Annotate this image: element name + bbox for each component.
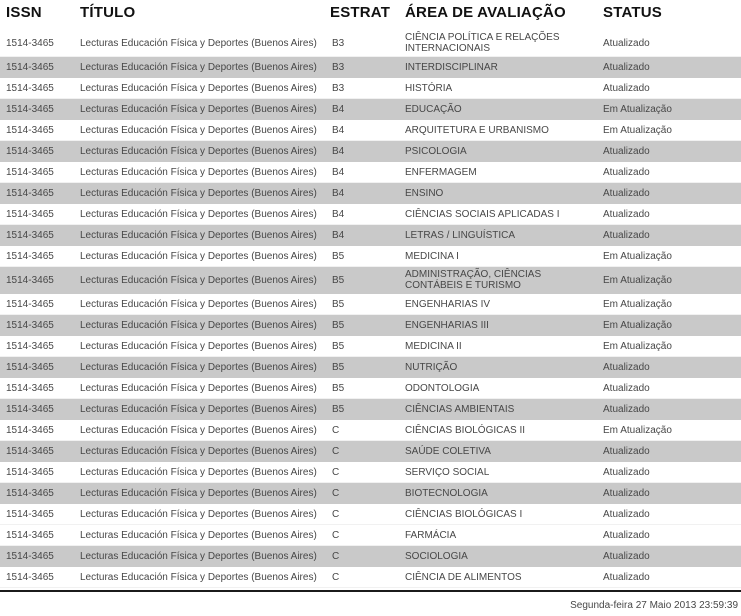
cell-estrato: B3	[332, 82, 345, 94]
cell-status: Atualizado	[603, 37, 650, 49]
cell-titulo: Lecturas Educación Física y Deportes (Buenos Aires)	[80, 166, 317, 178]
cell-status: Atualizado	[603, 229, 650, 241]
cell-titulo: Lecturas Educación Física y Deportes (Buenos Aires)	[80, 466, 317, 478]
cell-estrato: B5	[332, 319, 345, 331]
cell-area: PSICOLOGIA	[405, 145, 467, 157]
cell-area: NUTRIÇÃO	[405, 361, 458, 373]
cell-issn: 1514-3465	[6, 274, 54, 286]
cell-titulo: Lecturas Educación Física y Deportes (Buenos Aires)	[80, 361, 317, 373]
cell-area: ARQUITETURA E URBANISMO	[405, 124, 549, 136]
cell-titulo: Lecturas Educación Física y Deportes (Buenos Aires)	[80, 145, 317, 157]
cell-status: Atualizado	[603, 508, 650, 520]
cell-area: MEDICINA I	[405, 250, 459, 262]
cell-estrato: C	[332, 529, 340, 541]
cell-titulo: Lecturas Educación Física y Deportes (Buenos Aires)	[80, 124, 317, 136]
cell-status: Em Atualização	[603, 424, 672, 436]
cell-issn: 1514-3465	[6, 403, 54, 415]
table-row	[0, 141, 741, 162]
cell-issn: 1514-3465	[6, 208, 54, 220]
column-header-area: ÁREA DE AVALIAÇÃO	[405, 4, 566, 21]
cell-area: ENGENHARIAS III	[405, 319, 489, 331]
table-row	[0, 546, 741, 567]
cell-status: Atualizado	[603, 550, 650, 562]
cell-issn: 1514-3465	[6, 145, 54, 157]
cell-status: Atualizado	[603, 445, 650, 457]
cell-issn: 1514-3465	[6, 319, 54, 331]
cell-status: Em Atualização	[603, 274, 672, 286]
table-row	[0, 294, 741, 315]
column-header-titulo: TÍTULO	[80, 4, 136, 21]
cell-area: ENSINO	[405, 187, 444, 199]
cell-titulo: Lecturas Educación Física y Deportes (Buenos Aires)	[80, 529, 317, 541]
table-row	[0, 525, 741, 546]
cell-status: Atualizado	[603, 166, 650, 178]
table-header	[0, 0, 741, 30]
cell-estrato: B4	[332, 208, 345, 220]
cell-area: SOCIOLOGIA	[405, 550, 468, 562]
cell-estrato: B5	[332, 382, 345, 394]
cell-titulo: Lecturas Educación Física y Deportes (Buenos Aires)	[80, 445, 317, 457]
cell-estrato: B4	[332, 187, 345, 199]
cell-estrato: B4	[332, 103, 345, 115]
cell-area: BIOTECNOLOGIA	[405, 487, 488, 499]
cell-estrato: C	[332, 550, 340, 562]
cell-issn: 1514-3465	[6, 61, 54, 73]
cell-status: Atualizado	[603, 187, 650, 199]
cell-status: Atualizado	[603, 403, 650, 415]
table-row	[0, 357, 741, 378]
cell-estrato: C	[332, 424, 340, 436]
cell-issn: 1514-3465	[6, 37, 54, 49]
cell-area: ENGENHARIAS IV	[405, 298, 491, 310]
cell-estrato: B3	[332, 61, 345, 73]
cell-issn: 1514-3465	[6, 166, 54, 178]
cell-area: ENFERMAGEM	[405, 166, 477, 178]
column-header-issn: ISSN	[6, 4, 42, 21]
table-row	[0, 120, 741, 141]
cell-issn: 1514-3465	[6, 382, 54, 394]
cell-estrato: B5	[332, 361, 345, 373]
cell-status: Em Atualização	[603, 319, 672, 331]
cell-area: CIÊNCIAS AMBIENTAIS	[405, 403, 515, 415]
table-row	[0, 315, 741, 336]
cell-titulo: Lecturas Educación Física y Deportes (Buenos Aires)	[80, 340, 317, 352]
cell-estrato: B5	[332, 340, 345, 352]
cell-titulo: Lecturas Educación Física y Deportes (Buenos Aires)	[80, 250, 317, 262]
cell-area: ODONTOLOGIA	[405, 382, 480, 394]
cell-area: CIÊNCIAS BIOLÓGICAS I	[405, 508, 523, 520]
cell-titulo: Lecturas Educación Física y Deportes (Buenos Aires)	[80, 571, 317, 583]
cell-estrato: C	[332, 508, 340, 520]
table-row	[0, 567, 741, 588]
cell-area: SERVIÇO SOCIAL	[405, 466, 490, 478]
cell-estrato: B4	[332, 229, 345, 241]
cell-issn: 1514-3465	[6, 103, 54, 115]
table-row	[0, 462, 741, 483]
cell-estrato: B4	[332, 124, 345, 136]
cell-estrato: B5	[332, 250, 345, 262]
table-row	[0, 99, 741, 120]
cell-status: Atualizado	[603, 571, 650, 583]
table-row	[0, 399, 741, 420]
table-row	[0, 483, 741, 504]
cell-area: CIÊNCIA POLÍTICA E RELAÇÕES INTERNACIONAIS	[405, 32, 560, 54]
cell-status: Atualizado	[603, 487, 650, 499]
cell-titulo: Lecturas Educación Física y Deportes (Buenos Aires)	[80, 550, 317, 562]
cell-issn: 1514-3465	[6, 487, 54, 499]
cell-issn: 1514-3465	[6, 250, 54, 262]
cell-status: Em Atualização	[603, 340, 672, 352]
cell-estrato: B5	[332, 403, 345, 415]
cell-titulo: Lecturas Educación Física y Deportes (Buenos Aires)	[80, 298, 317, 310]
cell-status: Atualizado	[603, 361, 650, 373]
cell-estrato: B5	[332, 274, 345, 286]
cell-issn: 1514-3465	[6, 298, 54, 310]
cell-issn: 1514-3465	[6, 229, 54, 241]
table-row	[0, 267, 741, 294]
cell-estrato: B4	[332, 166, 345, 178]
cell-area: LETRAS / LINGUÍSTICA	[405, 229, 516, 241]
table-row	[0, 78, 741, 99]
cell-issn: 1514-3465	[6, 466, 54, 478]
cell-status: Atualizado	[603, 208, 650, 220]
cell-area: HISTÓRIA	[405, 82, 453, 94]
table-row	[0, 162, 741, 183]
cell-status: Atualizado	[603, 145, 650, 157]
cell-status: Atualizado	[603, 382, 650, 394]
cell-estrato: C	[332, 466, 340, 478]
cell-titulo: Lecturas Educación Física y Deportes (Buenos Aires)	[80, 508, 317, 520]
cell-status: Em Atualização	[603, 298, 672, 310]
cell-status: Atualizado	[603, 529, 650, 541]
cell-status: Atualizado	[603, 82, 650, 94]
cell-issn: 1514-3465	[6, 187, 54, 199]
table-body	[0, 30, 741, 588]
column-header-status: STATUS	[603, 4, 662, 21]
table-row	[0, 378, 741, 399]
table-row	[0, 420, 741, 441]
table-row	[0, 57, 741, 78]
cell-issn: 1514-3465	[6, 445, 54, 457]
cell-issn: 1514-3465	[6, 571, 54, 583]
table-row	[0, 336, 741, 357]
cell-titulo: Lecturas Educación Física y Deportes (Buenos Aires)	[80, 37, 317, 49]
table-row	[0, 225, 741, 246]
cell-issn: 1514-3465	[6, 361, 54, 373]
cell-titulo: Lecturas Educación Física y Deportes (Buenos Aires)	[80, 208, 317, 220]
table-row	[0, 504, 741, 525]
cell-titulo: Lecturas Educación Física y Deportes (Buenos Aires)	[80, 382, 317, 394]
cell-titulo: Lecturas Educación Física y Deportes (Buenos Aires)	[80, 424, 317, 436]
report-timestamp: Segunda-feira 27 Maio 2013 23:59:39	[570, 600, 738, 611]
cell-titulo: Lecturas Educación Física y Deportes (Buenos Aires)	[80, 61, 317, 73]
cell-area: CIÊNCIAS SOCIAIS APLICADAS I	[405, 208, 560, 220]
table-row	[0, 183, 741, 204]
cell-estrato: C	[332, 571, 340, 583]
cell-titulo: Lecturas Educación Física y Deportes (Buenos Aires)	[80, 319, 317, 331]
cell-issn: 1514-3465	[6, 124, 54, 136]
cell-issn: 1514-3465	[6, 550, 54, 562]
cell-estrato: C	[332, 445, 340, 457]
cell-estrato: B3	[332, 37, 345, 49]
table-row	[0, 204, 741, 225]
cell-issn: 1514-3465	[6, 424, 54, 436]
cell-titulo: Lecturas Educación Física y Deportes (Buenos Aires)	[80, 187, 317, 199]
cell-issn: 1514-3465	[6, 508, 54, 520]
table-row	[0, 246, 741, 267]
cell-area: CIÊNCIAS BIOLÓGICAS II	[405, 424, 526, 436]
cell-area: EDUCAÇÃO	[405, 103, 462, 115]
cell-status: Em Atualização	[603, 124, 672, 136]
cell-area: ADMINISTRAÇÃO, CIÊNCIAS CONTÁBEIS E TURISMO	[405, 269, 542, 291]
cell-issn: 1514-3465	[6, 82, 54, 94]
cell-titulo: Lecturas Educación Física y Deportes (Buenos Aires)	[80, 274, 317, 286]
cell-status: Em Atualização	[603, 250, 672, 262]
cell-titulo: Lecturas Educación Física y Deportes (Buenos Aires)	[80, 403, 317, 415]
cell-issn: 1514-3465	[6, 340, 54, 352]
cell-area: INTERDISCIPLINAR	[405, 61, 498, 73]
table-row	[0, 30, 741, 57]
cell-titulo: Lecturas Educación Física y Deportes (Buenos Aires)	[80, 82, 317, 94]
cell-status: Atualizado	[603, 61, 650, 73]
cell-status: Atualizado	[603, 466, 650, 478]
cell-titulo: Lecturas Educación Física y Deportes (Buenos Aires)	[80, 487, 317, 499]
cell-status: Em Atualização	[603, 103, 672, 115]
column-header-estrato: ESTRAT	[330, 4, 391, 21]
cell-titulo: Lecturas Educación Física y Deportes (Buenos Aires)	[80, 229, 317, 241]
cell-titulo: Lecturas Educación Física y Deportes (Buenos Aires)	[80, 103, 317, 115]
cell-area: FARMÁCIA	[405, 529, 457, 541]
cell-area: SAÚDE COLETIVA	[405, 445, 491, 457]
footer-bar	[0, 592, 741, 613]
table-row	[0, 441, 741, 462]
cell-estrato: B4	[332, 145, 345, 157]
cell-estrato: B5	[332, 298, 345, 310]
cell-estrato: C	[332, 487, 340, 499]
cell-area: CIÊNCIA DE ALIMENTOS	[405, 571, 522, 583]
cell-issn: 1514-3465	[6, 529, 54, 541]
cell-area: MEDICINA II	[405, 340, 462, 352]
